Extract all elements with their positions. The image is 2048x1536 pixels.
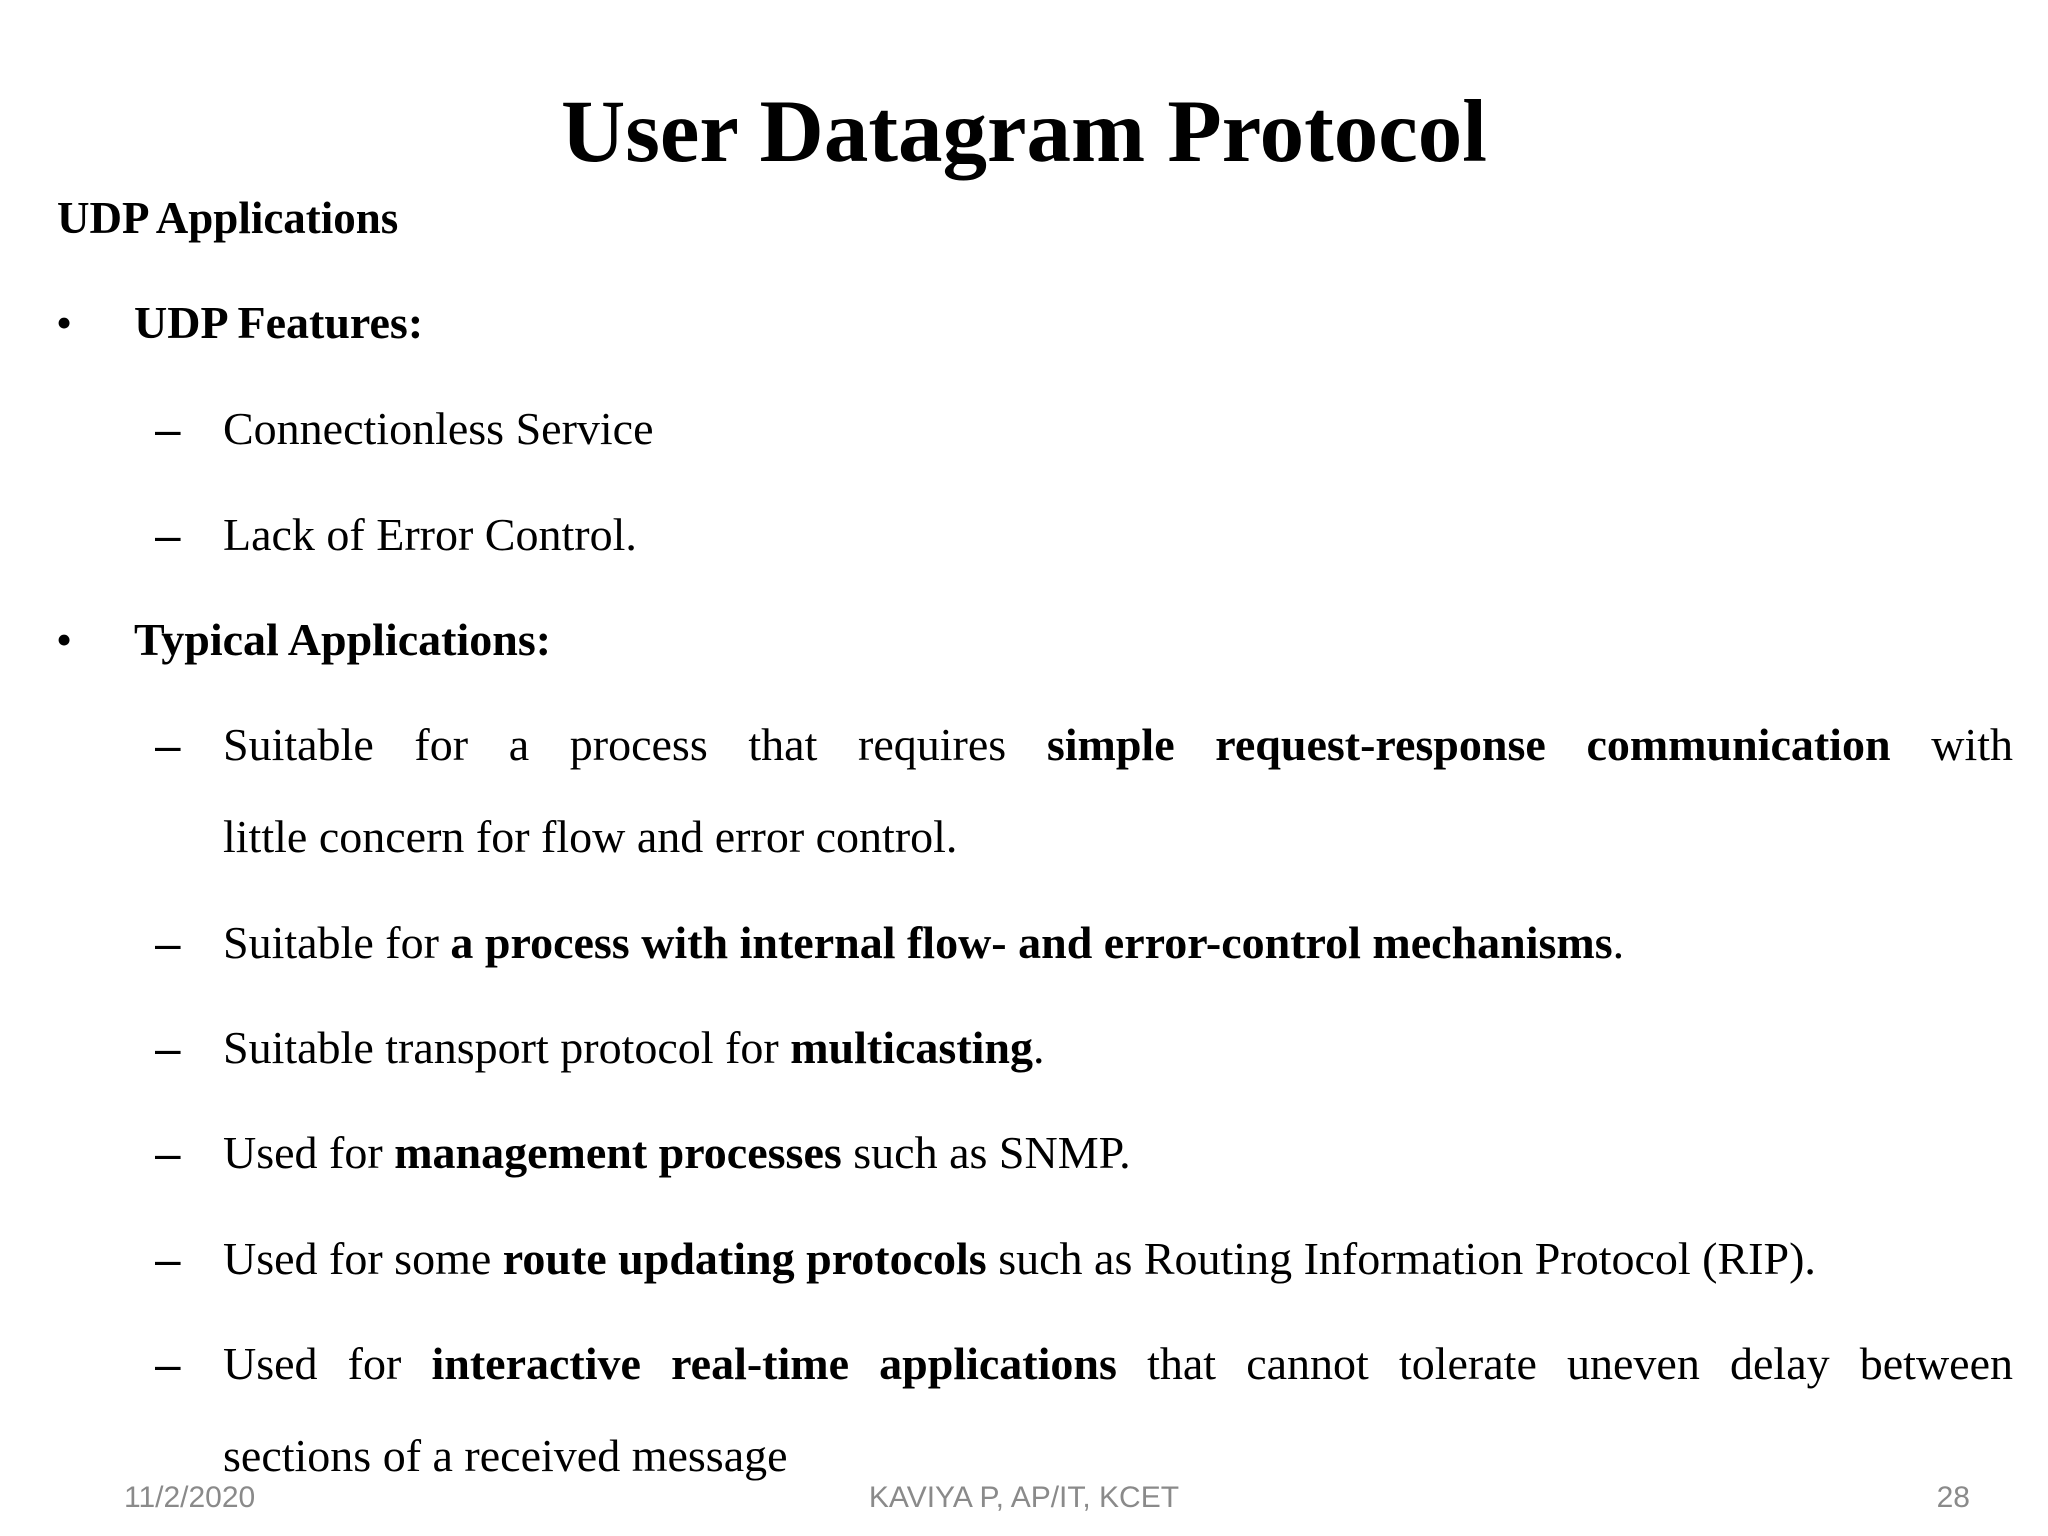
list-item — [223, 1232, 1816, 1286]
item-bold-text: simple request-response communication — [1046, 719, 1891, 770]
list-item — [223, 1337, 2013, 1391]
bullet-marker: • — [56, 614, 73, 665]
list-item: Lack of Error Control. — [223, 509, 637, 560]
bullet-label: Typical Applications: — [134, 614, 552, 665]
list-item: Connectionless Service — [223, 403, 654, 454]
item-bold-text: a process with internal flow- and error-control mechanisms — [450, 917, 1613, 968]
section-heading: UDP Applications — [57, 193, 399, 243]
dash-marker: – — [155, 1127, 181, 1179]
item-text: Used for — [223, 1127, 383, 1178]
dash-marker: – — [155, 917, 181, 969]
item-text: such as Routing Information Protocol (RIP). — [998, 1233, 1816, 1284]
list-item — [223, 1126, 1131, 1180]
dash-marker: – — [155, 403, 181, 455]
dash-marker: – — [155, 719, 181, 771]
item-text: Suitable for — [223, 917, 439, 968]
list-item — [223, 916, 1624, 970]
list-item — [223, 1021, 1045, 1075]
item-text: . — [1033, 1022, 1045, 1073]
dash-marker: – — [155, 1022, 181, 1074]
item-bold-text: multicasting — [790, 1022, 1033, 1073]
dash-marker: – — [155, 1233, 181, 1285]
item-text: Used for — [223, 1338, 402, 1389]
list-item-continuation: sections of a received message — [223, 1430, 788, 1481]
footer-date: 11/2/2020 — [124, 1481, 256, 1514]
item-text: Suitable transport protocol for — [223, 1022, 779, 1073]
item-text: that cannot tolerate uneven delay between — [1147, 1338, 2013, 1389]
bullet-marker: • — [56, 297, 73, 348]
list-item — [223, 718, 2013, 772]
item-bold-text: management processes — [394, 1127, 842, 1178]
dash-marker: – — [155, 509, 181, 561]
dash-marker: – — [155, 1338, 181, 1390]
item-text: Suitable for a process that requires — [223, 719, 1007, 770]
list-item-continuation: little concern for flow and error control. — [223, 811, 958, 862]
slide-title: User Datagram Protocol — [561, 83, 1487, 181]
item-bold-text: interactive real-time applications — [431, 1338, 1117, 1389]
footer-author: KAVIYA P, AP/IT, KCET — [868, 1481, 1180, 1514]
item-text: such as SNMP. — [853, 1127, 1131, 1178]
item-text: . — [1612, 917, 1625, 968]
item-bold-text: route updating protocols — [502, 1233, 987, 1284]
footer-page-number: 28 — [1936, 1481, 1970, 1514]
item-text: Used for some — [223, 1233, 492, 1284]
item-text: with — [1931, 719, 2013, 770]
bullet-label: UDP Features: — [134, 297, 424, 348]
